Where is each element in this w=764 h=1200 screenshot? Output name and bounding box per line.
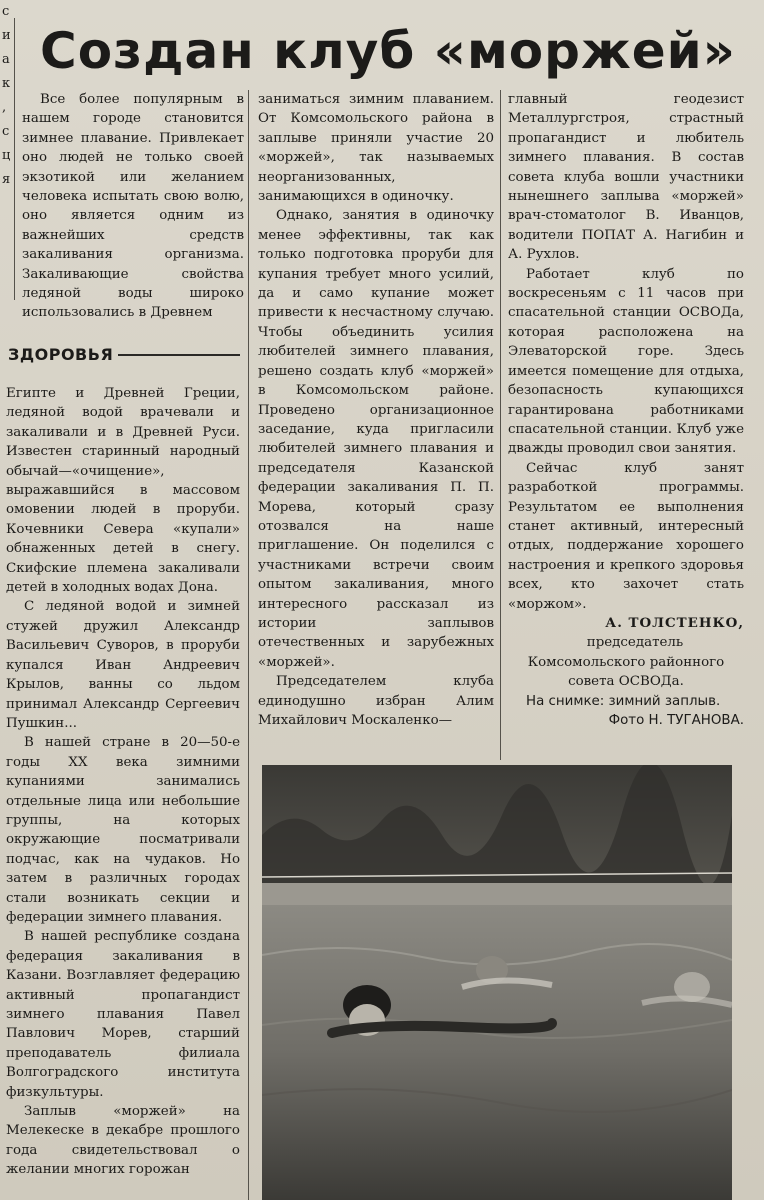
headline: Создан клуб «моржей» xyxy=(40,22,736,80)
rubric-rule xyxy=(118,354,240,356)
photo-illustration xyxy=(262,765,732,1200)
body-column-3 xyxy=(508,90,744,760)
body-column-1 xyxy=(6,384,240,1200)
paragraph: заниматься зимним плаванием. От Комсомольского района в заплыве приняли участие 20 «моржей», так называемых неорганизованных, занимающихся в одиночку. xyxy=(258,92,494,205)
paragraph: Председателем клуба единодушно избран Алим Михайлович Москаленко— xyxy=(258,674,494,728)
rubric-label: ЗДОРОВЬЯ xyxy=(8,345,114,364)
author-role: председатель Комсомольского районного совета ОСВОДа. xyxy=(527,635,725,690)
edge-fragment: ц xyxy=(2,148,11,163)
paragraph: В нашей республике создана федерация закаливания в Казани. Возглавляет федерацию активный пропагандист зимнего плавания Павел Павлович Морев, старший преподаватель филиала Волгоградского института физкультуры. xyxy=(6,929,240,1100)
left-column-rule xyxy=(14,18,15,300)
edge-fragment: с xyxy=(2,124,10,139)
edge-fragment: , xyxy=(2,100,7,115)
intro-paragraph: Все более популярным в нашем городе становится зимнее плавание. Привлекает оно людей не только своей экзотикой или желанием человека испытать свою волю, оно является одним из важнейших средств закаливания организма. Закаливающие свойства ледяной воды широко использовались в Древнем xyxy=(22,92,244,321)
paragraph: В нашей стране в 20—50-е годы XX века зимними купаниями занимались отдельные лица или небольшие группы, на которых окружающие посматривали подчас, как на чудаков. Но затем в различных городах стали возникать секции и федерации зимнего плавания. xyxy=(6,735,240,925)
edge-fragment: и xyxy=(2,28,11,43)
intro-column xyxy=(22,90,244,321)
edge-fragment: а xyxy=(2,52,10,67)
column-rule xyxy=(248,90,249,1200)
paragraph: Сейчас клуб занят разработкой программы. Результатом ее выполнения станет активный, интересный отдых, поддержание хорошего настроения и крепкого здоровья всех, кто захочет стать «моржом». xyxy=(508,460,744,612)
edge-fragment: я xyxy=(2,172,11,187)
body-column-2 xyxy=(258,90,494,760)
paragraph: Работает клуб по воскресеньям с 11 часов при спасательной станции ОСВОДа, которая расположена на Элеваторской горе. Здесь имеется помещение для отдыха, безопасность купающихся гарантирована работниками спасательной станции. Клуб уже дважды проводил свои занятия. xyxy=(508,266,744,457)
signature xyxy=(508,614,744,633)
edge-fragment: к xyxy=(2,76,11,91)
edge-fragment: с xyxy=(2,4,10,19)
paragraph: Египте и Древней Греции, ледяной водой врачевали и закаливали и в Древней Руси. Известен старинный народный обычай—«очищение», выражавшийся в массовом омовении людей в проруби. Кочевники Севера «купали» обнаженных детей в снегу. Скифские племена закаливали детей в холодных водах Дона. xyxy=(6,386,240,596)
section-rubric xyxy=(0,342,240,370)
paragraph: Заплыв «моржей» на Мелекеске в декабре прошлого года свидетельствовал о желании многих горожан xyxy=(6,1104,240,1178)
author-name: А. ТОЛСТЕНКО, xyxy=(605,614,744,631)
photo-caption: На снимке: зимний заплыв. xyxy=(526,693,721,709)
photo-credit: Фото Н. ТУГАНОВА. xyxy=(608,713,744,728)
paragraph: главный геодезист Металлургстроя, страстный пропагандист и любитель зимнего плавания. В состав совета клуба вошли участники нынешнего заплыва «моржей» врач-стоматолог В. Иванцов, водители ПОПАТ А. Нагибин и А. Рухлов. xyxy=(508,92,744,263)
left-edge-column-fragment xyxy=(0,0,14,300)
paragraph: Однако, занятия в одиночку менее эффективны, так как только подготовка проруби для купания требует много усилий, да и само купание может привести к несчастному случаю. Чтобы объединить усилия любителей зимнего плавания, решено создать клуб «моржей» в Комсомольском районе. Проведено организационное заседание, куда пригласили любителей зимнего плавания и председателя Казанской федерации закаливания П. П. Морева, который сразу отозвался на наше приглашение. Он поделился с участниками встречи своим опытом закаливания, много интересного рассказал из истории заплывов отечественных и зарубежных «моржей». xyxy=(258,208,494,670)
winter-swim-photo xyxy=(262,765,732,1200)
paragraph: С ледяной водой и зимней стужей дружил Александр Васильевич Суворов, в проруби купался Иван Андреевич Крылов, ванны со льдом принимал Александр Сергеевич Пушкин... xyxy=(6,599,240,731)
column-rule xyxy=(500,90,501,760)
